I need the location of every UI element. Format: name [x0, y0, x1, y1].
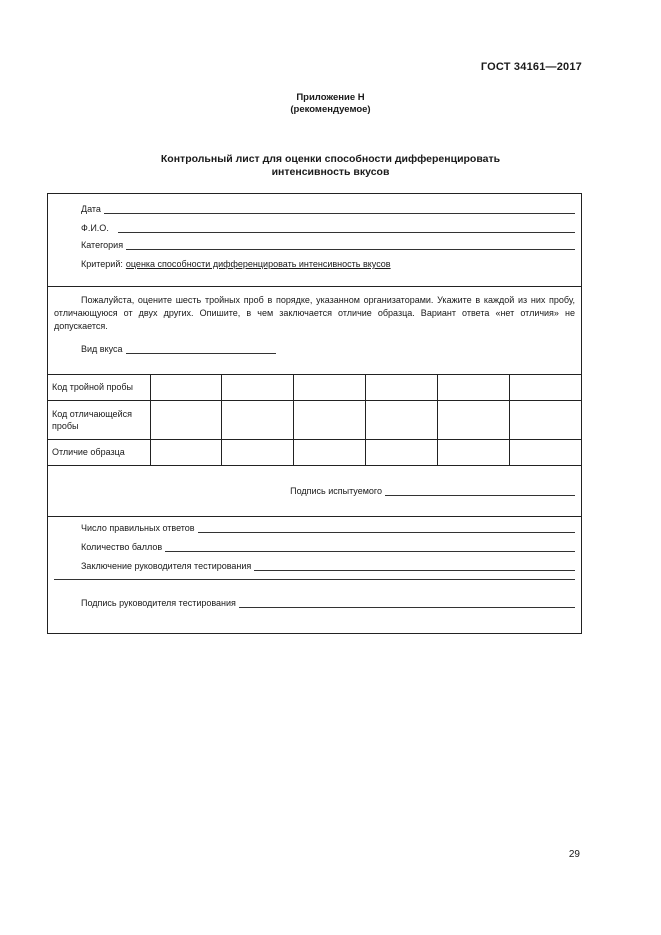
table-cell[interactable] [150, 400, 222, 439]
category-field[interactable] [81, 238, 575, 250]
table-cell[interactable] [150, 375, 222, 400]
conclusion-continuation-line[interactable] [54, 579, 575, 580]
table-cell[interactable] [509, 375, 581, 400]
score-blank[interactable] [165, 542, 575, 552]
appendix-heading [0, 92, 661, 116]
table-cell[interactable] [509, 400, 581, 439]
criterion-value: оценка способности дифференцировать интенсивность вкусов [125, 259, 391, 269]
subject-signature-label: Подпись испытуемого [290, 486, 382, 496]
row-label-odd-sample-code: Код отличающейся пробы [48, 400, 150, 439]
table-cell[interactable] [365, 439, 437, 465]
table-row [48, 400, 581, 439]
date-label: Дата [81, 204, 101, 214]
taste-type-label: Вид вкуса [81, 344, 123, 354]
page-number: 29 [568, 849, 580, 860]
taste-type-field[interactable] [81, 344, 276, 354]
table-row [48, 375, 581, 400]
table-cell[interactable] [437, 375, 509, 400]
conclusion-field[interactable] [81, 559, 575, 571]
correct-answers-label: Число правильных ответов [81, 523, 195, 533]
table-cell[interactable] [294, 375, 366, 400]
document-title-line1: Контрольный лист для оценки способности дифференцировать [160, 153, 501, 165]
table-cell[interactable] [222, 439, 294, 465]
fio-blank[interactable] [118, 223, 575, 233]
table-cell[interactable] [437, 439, 509, 465]
category-label: Категория [81, 240, 124, 250]
appendix-subtitle: (рекомендуемое) [290, 104, 371, 115]
appendix-title: Приложение Н [296, 92, 365, 103]
row-label-sample-difference: Отличие образца [48, 439, 150, 465]
fio-field[interactable] [81, 221, 575, 233]
table-cell[interactable] [222, 375, 294, 400]
table-cell[interactable] [437, 400, 509, 439]
taste-type-blank[interactable] [126, 344, 276, 354]
supervisor-signature-label: Подпись руководителя тестирования [81, 598, 236, 608]
personal-info-section [48, 194, 581, 287]
table-cell[interactable] [509, 439, 581, 465]
row-label-triple-code: Код тройной пробы [48, 375, 150, 400]
table-row [48, 439, 581, 465]
conclusion-label: Заключение руководителя тестирования [81, 561, 252, 571]
subject-signature-section [48, 465, 581, 517]
fio-label: Ф.И.О. [81, 223, 109, 233]
document-title-line2: интенсивность вкусов [271, 166, 390, 178]
correct-answers-blank[interactable] [198, 523, 575, 533]
score-label: Количество баллов [81, 542, 163, 552]
samples-table [48, 375, 581, 466]
document-title [0, 153, 661, 179]
instructions-text: Пожалуйста, оцените шесть тройных проб в порядке, указанном организаторами. Укажите в каждой из них пробу, отличающуюся от двух других. Опишите, в чем заключается отличие образца. Вариант ответа «нет отличия» не допускается. [54, 295, 575, 331]
date-field[interactable] [81, 202, 575, 214]
score-field[interactable] [81, 540, 575, 552]
table-cell[interactable] [294, 400, 366, 439]
supervisor-signature-field[interactable] [81, 596, 575, 608]
subject-signature-blank[interactable] [385, 486, 575, 496]
criterion-field [81, 257, 575, 269]
supervisor-signature-blank[interactable] [239, 598, 575, 608]
table-cell[interactable] [365, 375, 437, 400]
table-cell[interactable] [294, 439, 366, 465]
results-section [48, 517, 581, 634]
checklist-form [47, 193, 582, 634]
table-cell[interactable] [222, 400, 294, 439]
criterion-label: Критерий: [81, 259, 123, 269]
category-blank[interactable] [126, 240, 575, 250]
correct-answers-field[interactable] [81, 521, 575, 533]
instructions-section [48, 287, 581, 375]
table-cell[interactable] [150, 439, 222, 465]
table-cell[interactable] [365, 400, 437, 439]
conclusion-blank[interactable] [254, 561, 575, 571]
date-blank[interactable] [104, 204, 575, 214]
subject-signature-field[interactable] [290, 486, 575, 496]
standard-number: ГОСТ 34161—2017 [480, 61, 582, 73]
